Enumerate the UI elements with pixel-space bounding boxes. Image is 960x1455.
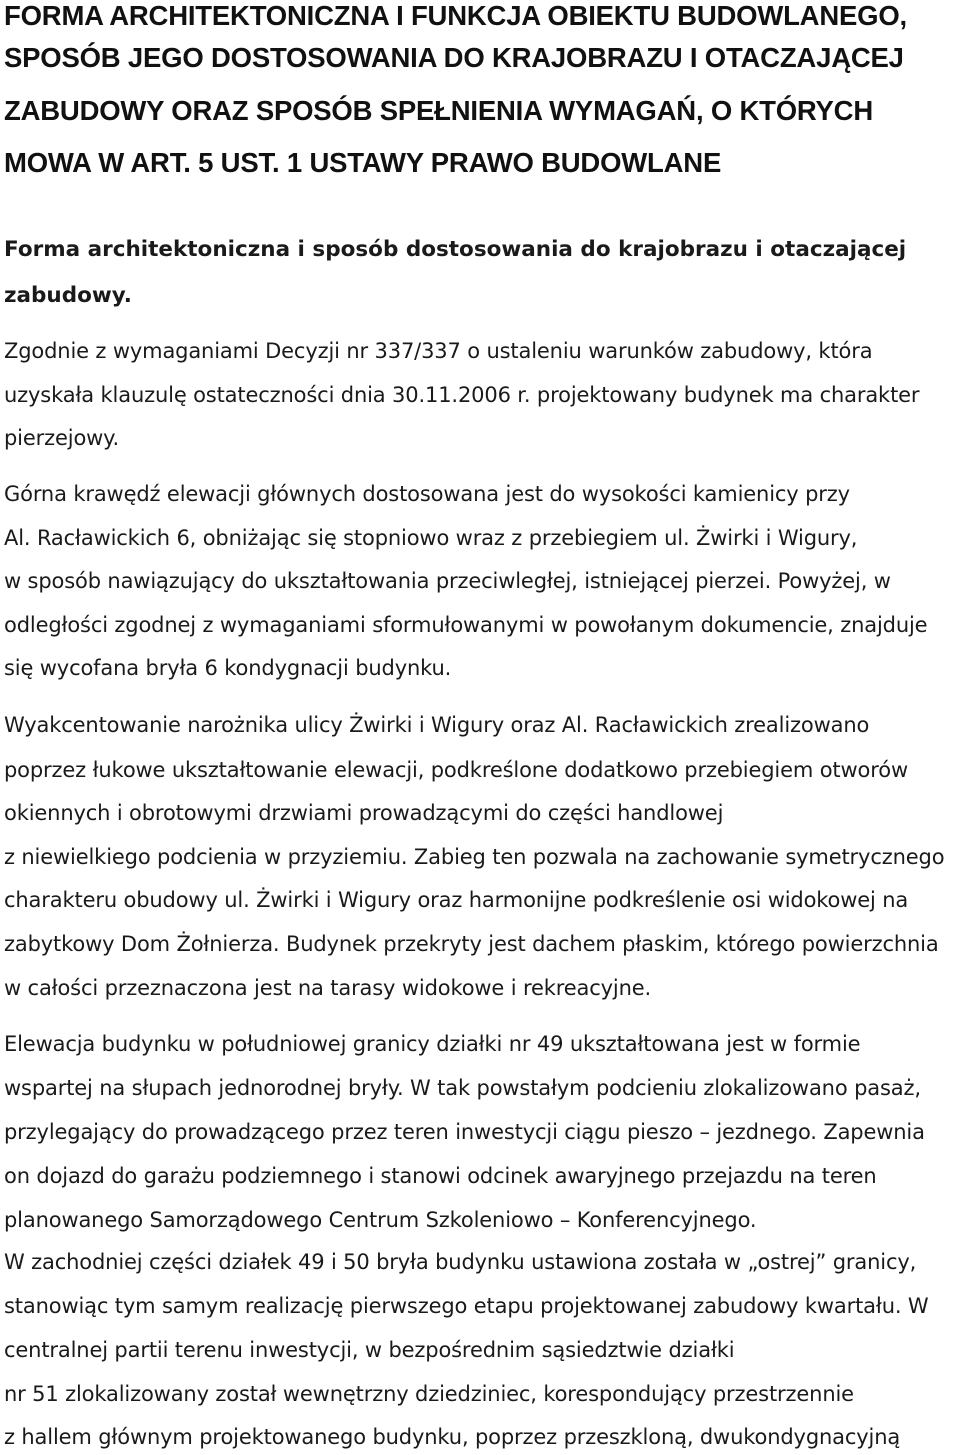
- paragraph-1-line-2: uzyskała klauzulę ostateczności dnia 30.11.2006 r. projektowany budynek ma charakter: [4, 383, 920, 407]
- document-title-line-1: FORMA ARCHITEKTONICZNA I FUNKCJA OBIEKTU BUDOWLANEGO,: [4, 0, 907, 31]
- paragraph-4-line-10: z hallem głównym projektowanego budynku, poprzez przeszkloną, dwukondygnacyjną: [4, 1425, 901, 1449]
- paragraph-4-line-2: wspartej na słupach jednorodnej bryły. W tak powstałym podcieniu zlokalizowano pasaż,: [4, 1076, 921, 1100]
- paragraph-1-line-1: Zgodnie z wymaganiami Decyzji nr 337/337 o ustaleniu warunków zabudowy, która: [4, 339, 873, 363]
- paragraph-4-line-7: stanowiąc tym samym realizację pierwszego etapu projektowanej zabudowy kwartału. W: [4, 1294, 929, 1318]
- paragraph-4-line-6: W zachodniej części działek 49 i 50 bryła budynku ustawiona została w „ostrej” granicy,: [4, 1250, 917, 1274]
- paragraph-2-line-2: Al. Racławickich 6, obniżając się stopniowo wraz z przebiegiem ul. Żwirki i Wigury,: [4, 526, 858, 550]
- paragraph-3-line-5: charakteru obudowy ul. Żwirki i Wigury oraz harmonijne podkreślenie osi widokowej na: [4, 888, 909, 912]
- paragraph-3-line-6: zabytkowy Dom Żołnierza. Budynek przekryty jest dachem płaskim, którego powierzchnia: [4, 932, 939, 956]
- paragraph-4-line-4: on dojazd do garażu podziemnego i stanowi odcinek awaryjnego przejazdu na teren: [4, 1164, 877, 1188]
- paragraph-3-line-2: poprzez łukowe ukształtowanie elewacji, podkreślone dodatkowo przebiegiem otworów: [4, 758, 908, 782]
- paragraph-3-line-3: okiennych i obrotowymi drzwiami prowadzącymi do części handlowej: [4, 801, 724, 825]
- document-title-line-2: SPOSÓB JEGO DOSTOSOWANIA DO KRAJOBRAZU I OTACZAJĄCEJ: [4, 42, 904, 73]
- paragraph-2-line-3: w sposób nawiązujący do ukształtowania przeciwległej, istniejącej pierzei. Powyżej, w: [4, 569, 891, 593]
- document-title-line-3: ZABUDOWY ORAZ SPOSÓB SPEŁNIENIA WYMAGAŃ, O KTÓRYCH: [4, 95, 874, 126]
- paragraph-2-line-5: się wycofana bryła 6 kondygnacji budynku.: [4, 656, 452, 680]
- document-title-line-4: MOWA W ART. 5 UST. 1 USTAWY PRAWO BUDOWLANE: [4, 147, 722, 178]
- paragraph-3-line-4: z niewielkiego podcienia w przyziemiu. Zabieg ten pozwala na zachowanie symetrycznego: [4, 845, 945, 869]
- paragraph-2-line-4: odległości zgodnej z wymaganiami sformułowanymi w powołanym dokumencie, znajduje: [4, 613, 928, 637]
- paragraph-1-line-3: pierzejowy.: [4, 426, 119, 450]
- paragraph-4-line-9: nr 51 zlokalizowany został wewnętrzny dziedziniec, korespondujący przestrzennie: [4, 1382, 854, 1406]
- paragraph-4-line-5: planowanego Samorządowego Centrum Szkoleniowo – Konferencyjnego.: [4, 1208, 757, 1232]
- section-subtitle-line-2: zabudowy.: [4, 283, 132, 308]
- paragraph-2-line-1: Górna krawędź elewacji głównych dostosowana jest do wysokości kamienicy przy: [4, 482, 850, 506]
- paragraph-3-line-7: w całości przeznaczona jest na tarasy widokowe i rekreacyjne.: [4, 976, 652, 1000]
- section-subtitle-line-1: Forma architektoniczna i sposób dostosowania do krajobrazu i otaczającej: [4, 237, 907, 262]
- paragraph-4-line-8: centralnej partii terenu inwestycji, w bezpośrednim sąsiedztwie działki: [4, 1338, 735, 1362]
- paragraph-4-line-3: przylegający do prowadzącego przez teren inwestycji ciągu pieszo – jezdnego. Zapewnia: [4, 1120, 925, 1144]
- paragraph-3-line-1: Wyakcentowanie narożnika ulicy Żwirki i Wigury oraz Al. Racławickich zrealizowano: [4, 713, 870, 737]
- paragraph-4-line-1: Elewacja budynku w południowej granicy działki nr 49 ukształtowana jest w formie: [4, 1032, 861, 1056]
